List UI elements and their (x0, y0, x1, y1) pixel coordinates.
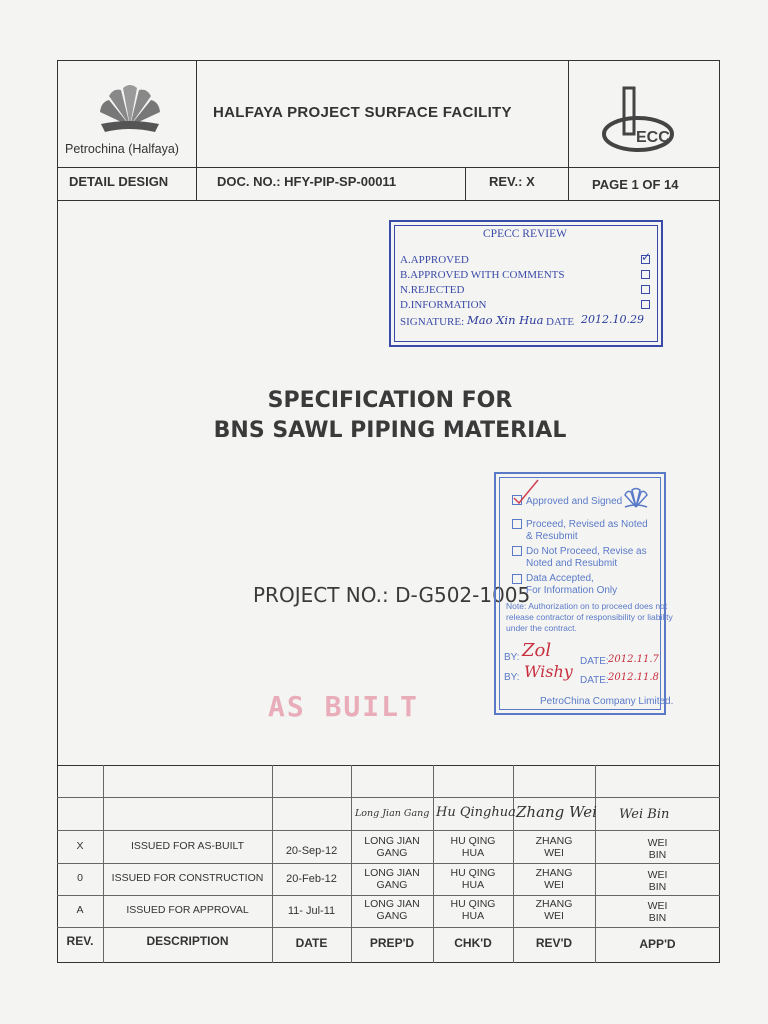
row-a-date: 11- Jul-11 (287, 905, 336, 917)
approval-item-4: Noted and Resubmit (526, 558, 618, 569)
col-header-approved: APP'D (639, 937, 676, 951)
checkbox-approved-comments (641, 270, 650, 279)
header-divider (57, 167, 720, 168)
col-header-date: DATE (295, 936, 328, 950)
date-label-2: DATE: (580, 675, 609, 686)
check-mark-icon: ✓ (641, 250, 652, 264)
row-x-rev: X (76, 840, 84, 852)
approval-note-line3: under the contract. (506, 623, 577, 633)
stamp-company: PetroChina Company Limited. (540, 696, 674, 707)
project-number: PROJECT NO.: D-G502-1005 (253, 583, 531, 607)
header-vline-2 (568, 60, 569, 200)
row-x-app-1: WEI (647, 837, 668, 849)
page-number: PAGE 1 OF 14 (592, 177, 679, 192)
approval-item-6: For Information Only (526, 585, 618, 596)
col-header-prepared: PREP'D (369, 936, 415, 950)
revision-label: REV.: X (489, 174, 535, 189)
col-header-rev: REV. (66, 934, 94, 948)
row-x-revd-1: ZHANG (535, 835, 573, 847)
row-0-chk-1: HU QING (450, 867, 496, 879)
project-title: HALFAYA PROJECT SURFACE FACILITY (213, 104, 512, 121)
design-stage: DETAIL DESIGN (69, 174, 169, 189)
row-a-chk-1: HU QING (450, 898, 496, 910)
header-bottom-line (57, 200, 720, 201)
row-a-revd-2: WEI (544, 910, 564, 922)
row-x-app-2: BIN (648, 849, 667, 861)
by-label-1: BY: (504, 652, 520, 663)
row-x-prep-1: LONG JIAN (364, 835, 420, 847)
table-line-5 (57, 927, 720, 928)
document-title-line2: BNS SAWL PIPING MATERIAL (213, 418, 567, 443)
checkbox-information (641, 300, 650, 309)
table-line-1 (57, 797, 720, 798)
row-0-revd-1: ZHANG (535, 867, 573, 879)
col-header-checked: CHK'D (454, 936, 492, 950)
as-built-watermark: AS BUILT (268, 690, 419, 723)
approval-item-0: Approved and Signed (526, 496, 623, 507)
row-x-revd-2: WEI (544, 847, 564, 859)
row-0-date: 20-Feb-12 (286, 873, 337, 885)
review-option-information: D.INFORMATION (400, 299, 487, 311)
signature-reviewed: Zhang Wei (516, 803, 597, 821)
table-line-2 (57, 830, 720, 831)
signature-approved: Wei Bin (619, 807, 670, 822)
row-x-desc: ISSUED FOR AS-BUILT (131, 840, 244, 852)
checkbox-do-not-proceed (512, 546, 522, 556)
table-top-line (57, 765, 720, 766)
approval-note-line1: Note: Authorization on to proceed does not (506, 601, 668, 611)
approval-item-1: Proceed, Revised as Noted (526, 519, 648, 530)
cpecc-review-stamp (389, 220, 663, 347)
table-col-2 (272, 765, 273, 963)
signature-label: SIGNATURE: (400, 316, 465, 328)
row-a-revd-1: ZHANG (535, 898, 573, 910)
row-0-rev: 0 (77, 872, 83, 884)
review-stamp-title: CPECC REVIEW (483, 228, 568, 240)
row-a-chk-2: HUA (461, 910, 485, 922)
checkbox-rejected (641, 285, 650, 294)
row-0-chk-2: HUA (461, 879, 485, 891)
review-option-approved: A.APPROVED (400, 254, 469, 266)
row-a-prep-2: GANG (376, 910, 408, 922)
by-label-2: BY: (504, 672, 520, 683)
header-vline-1 (196, 60, 197, 200)
review-option-rejected: N.REJECTED (400, 284, 465, 296)
approval-signature-2: Wishy (524, 662, 573, 681)
logo-text: ECC (636, 129, 670, 146)
approval-item-3: Do Not Proceed, Revise as (526, 546, 647, 557)
row-0-prep-1: LONG JIAN (364, 867, 420, 879)
company-name: Petrochina (Halfaya) (65, 142, 179, 156)
document-number: DOC. NO.: HFY-PIP-SP-00011 (217, 174, 397, 189)
row-0-prep-2: GANG (376, 879, 408, 891)
row-a-rev: A (76, 904, 84, 916)
header-vline-3 (465, 167, 466, 200)
row-x-prep-2: GANG (376, 847, 408, 859)
row-x-chk-2: HUA (461, 847, 485, 859)
row-a-prep-1: LONG JIAN (364, 898, 420, 910)
approval-note-line2: release contractor of responsibility or liability (506, 612, 673, 622)
row-a-app-2: BIN (648, 912, 667, 924)
row-x-date: 20-Sep-12 (285, 845, 338, 857)
col-header-reviewed: REV'D (535, 936, 573, 950)
approval-date-2: 2012.11.8 (608, 672, 659, 683)
date-label-1: DATE: (580, 656, 609, 667)
table-col-5 (513, 765, 514, 963)
row-0-desc: ISSUED FOR CONSTRUCTION (111, 872, 264, 884)
table-line-3 (57, 863, 720, 864)
approval-date-1: 2012.11.7 (608, 654, 659, 665)
table-col-4 (433, 765, 434, 963)
table-line-4 (57, 895, 720, 896)
cecc-logo-icon (598, 84, 690, 156)
row-a-app-1: WEI (647, 900, 668, 912)
table-col-3 (351, 765, 352, 963)
row-a-desc: ISSUED FOR APPROVAL (126, 904, 249, 916)
review-date-label: DATE (546, 316, 575, 328)
petrochina-logo-icon (95, 78, 165, 138)
signature-prepared: Long Jian Gang (355, 808, 430, 819)
row-x-chk-1: HU QING (450, 835, 496, 847)
approval-item-2: & Resubmit (526, 531, 578, 542)
row-0-app-1: WEI (647, 869, 668, 881)
review-date: 2012.10.29 (581, 313, 644, 326)
signature-checked: Hu Qinghua (436, 805, 516, 820)
table-col-6 (595, 765, 596, 963)
row-0-app-2: BIN (648, 881, 667, 893)
review-option-approved-comments: B.APPROVED WITH COMMENTS (400, 269, 565, 281)
checkbox-data-accepted (512, 574, 522, 584)
row-0-revd-2: WEI (544, 879, 564, 891)
approval-signature-1: Zol (522, 640, 552, 661)
checkbox-proceed-revised (512, 519, 522, 529)
document-title-line1: SPECIFICATION FOR (267, 388, 513, 413)
petrochina-approval-stamp (494, 472, 674, 715)
stamp-logo-icon (622, 485, 650, 511)
approval-item-5: Data Accepted, (526, 573, 594, 584)
col-header-description: DESCRIPTION (146, 934, 229, 948)
review-signature: Mao Xin Hua (467, 313, 544, 327)
